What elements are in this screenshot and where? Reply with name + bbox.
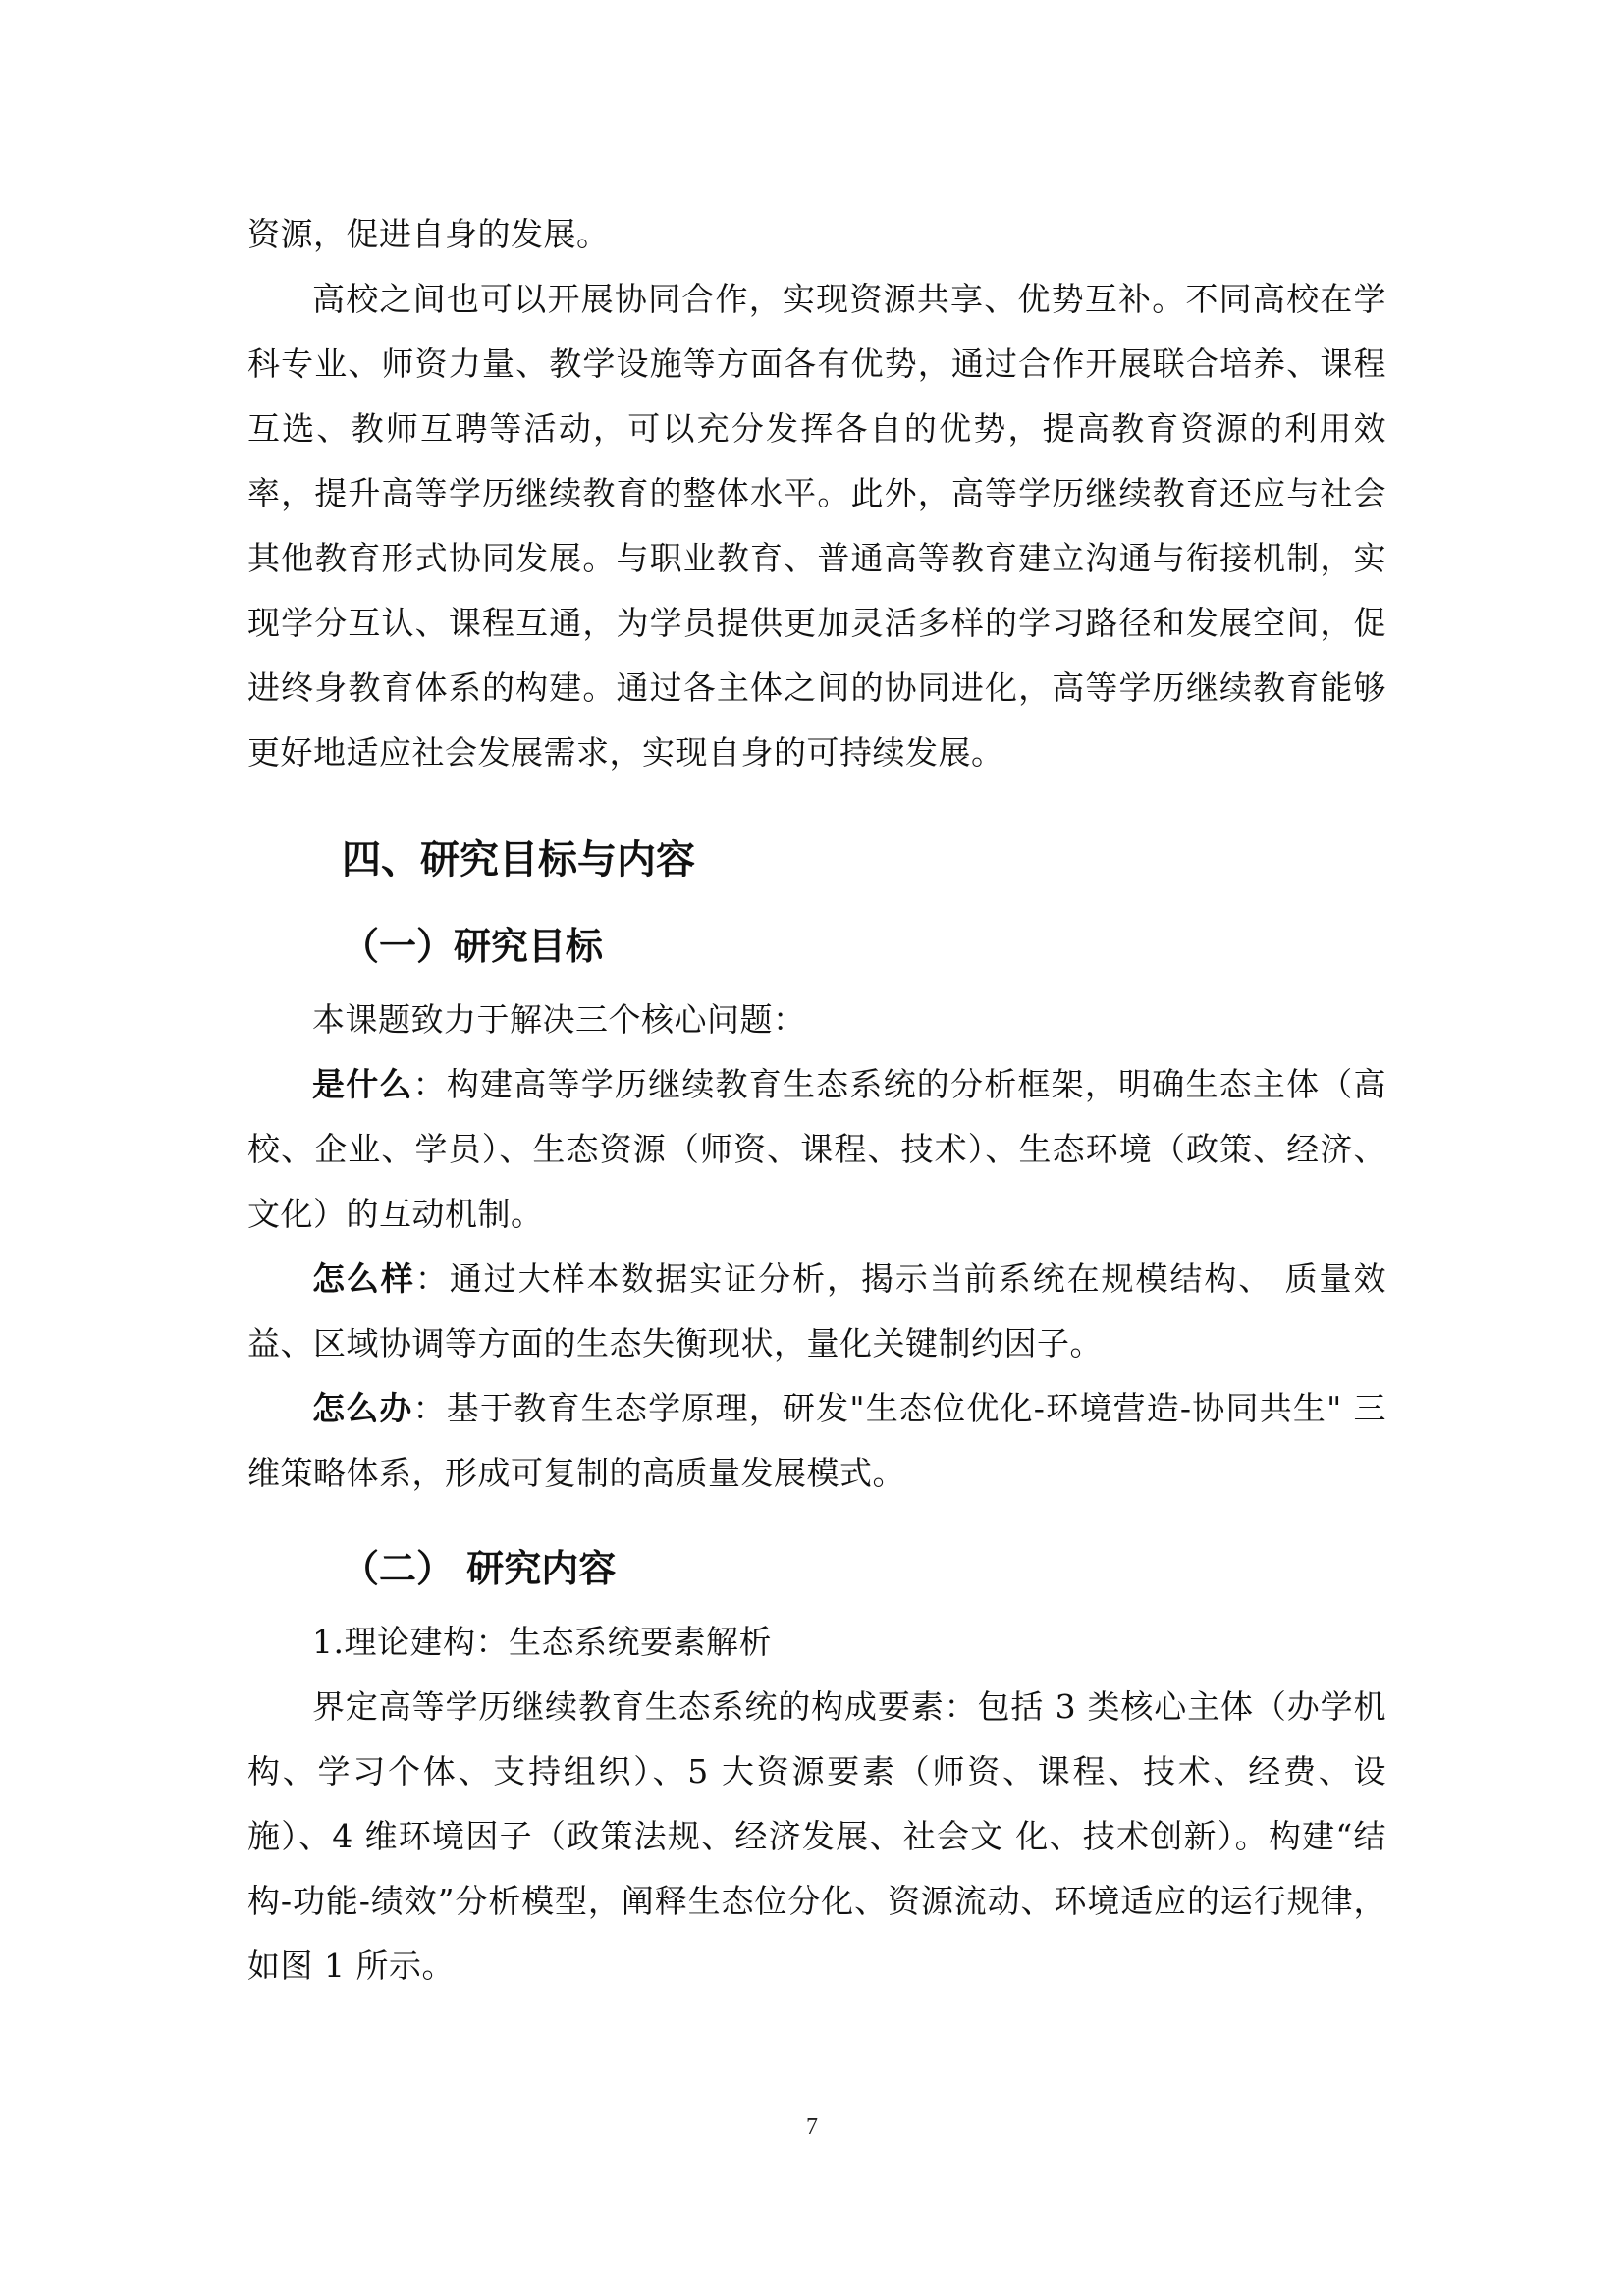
goal-do-text: ：基于教育生态学原理，研发"生态位优化-环境营造-协同共生" 三维策略体系，形成可复制的高质量发展模式。	[247, 1389, 1386, 1492]
goal-what-label: 是什么	[312, 1065, 413, 1103]
paragraph-continuation: 资源，促进自身的发展。	[247, 215, 610, 253]
paragraph-goal-do	[247, 1376, 1386, 1506]
subheading-research-contents: （二） 研究内容	[342, 1547, 617, 1590]
paragraph-goal-what	[247, 1052, 1386, 1247]
paragraph-goals-intro: 本课题致力于解决三个核心问题：	[312, 1000, 806, 1039]
paragraph-goal-how	[247, 1247, 1386, 1376]
page-number: 7	[806, 2114, 818, 2140]
paragraph-theory-title: 1.理论建构：生态系统要素解析	[312, 1623, 772, 1661]
goal-what-text: ：构建高等学历继续教育生态系统的分析框架，明确生态主体（高校、企业、学员）、生态资源（师资、课程、技术）、生态环境（政策、经济、文化）的互动机制。	[247, 1065, 1387, 1233]
goal-how-label: 怎么样	[312, 1259, 415, 1298]
paragraph-theory: 界定高等学历继续教育生态系统的构成要素：包括 3 类核心主体（办学机构、学习个体、支持组织）、5 大资源要素（师资、课程、技术、经费、设施）、4 维环境因子（政策法规、经济发展、社会文 化、技术创新）。构建“结构-功能-绩效”分析模型，阐释生态位分化、资源流动、环境适应的运行规律，如图 1 所示。	[247, 1687, 1386, 1985]
goal-do-label: 怎么办	[312, 1389, 413, 1427]
section-heading-research-goals-contents: 四、研究目标与内容	[342, 837, 695, 882]
paragraph-collaboration: 高校之间也可以开展协同合作，实现资源共享、优势互补。不同高校在学科专业、师资力量、教学设施等方面各有优势，通过合作开展联合培养、课程互选、教师互聘等活动，可以充分发挥各自的优势，提高教育资源的利用效率，提升高等学历继续教育的整体水平。此外，高等学历继续教育还应与社会其他教育形式协同发展。与职业教育、普通高等教育建立沟通与衔接机制，实现学分互认、课程互通，为学员提供更加灵活多样的学习路径和发展空间，促进终身教育体系的构建。通过各主体之间的协同进化，高等学历继续教育能够更好地适应社会发展需求，实现自身的可持续发展。	[247, 280, 1386, 772]
goal-how-text: ：通过大样本数据实证分析，揭示当前系统在规模结构、 质量效益、区域协调等方面的生态失衡现状，量化关键制约因子。	[247, 1259, 1386, 1362]
subheading-research-goals: （一）研究目标	[342, 925, 604, 968]
page-body	[247, 202, 1386, 1999]
